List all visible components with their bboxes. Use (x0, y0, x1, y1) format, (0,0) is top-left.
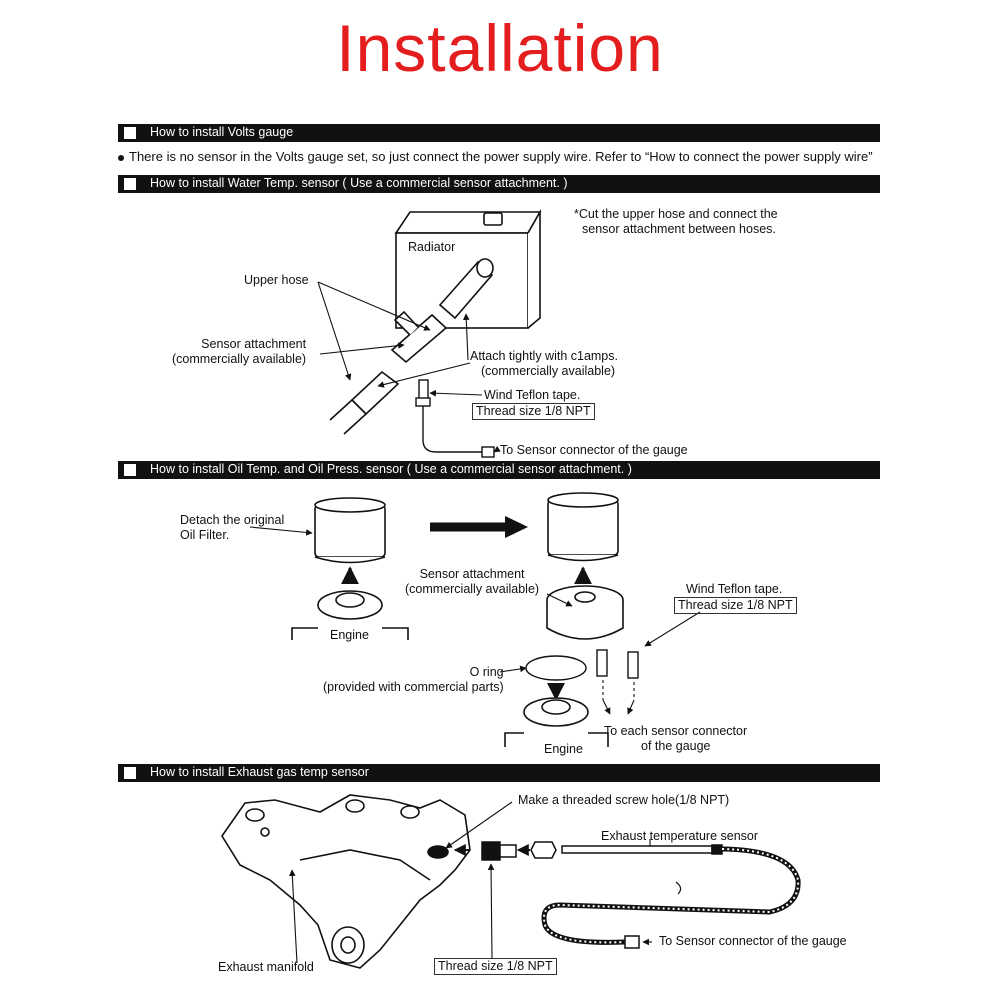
exhaust-temperature-sensor (544, 845, 798, 948)
oil-connector-line2: of the gauge (641, 739, 711, 753)
oil-filter-left (315, 498, 385, 563)
water-note-line2: sensor attachment between hoses. (582, 222, 776, 236)
oil-filter-right (548, 493, 618, 561)
section-heading: How to install Exhaust gas temp sensor (150, 765, 369, 779)
clamps-line2: (commercially available) (481, 364, 616, 378)
thread-size-oil: Thread size 1/8 NPT (674, 597, 797, 614)
detach-line1: Detach the original (180, 513, 285, 527)
upper-hose-label: Upper hose (244, 273, 309, 287)
section-heading: How to install Oil Temp. and Oil Press. sensor ( Use a commercial sensor attachment. ) (150, 462, 632, 476)
section-heading: How to install Water Temp. sensor ( Use a commercial sensor attachment. ) (150, 176, 568, 190)
oil-connector-label (604, 724, 747, 754)
radiator-illustration (396, 212, 540, 328)
o-ring (526, 656, 586, 680)
thread-size-exhaust: Thread size 1/8 NPT (434, 958, 557, 975)
engine-label-right: Engine (544, 742, 583, 756)
water-note-line1: *Cut the upper hose and connect the (574, 207, 778, 221)
clamps-line1: Attach tightly with c1amps. (470, 349, 618, 363)
oring-label (323, 665, 504, 695)
radiator-label: Radiator (408, 240, 456, 254)
sensor-fittings (597, 650, 638, 678)
section-heading: How to install Volts gauge (150, 125, 294, 139)
sensor-attachment-line1: Sensor attachment (201, 337, 307, 351)
thread-size-water: Thread size 1/8 NPT (472, 403, 595, 420)
water-note (574, 207, 778, 237)
exhaust-connector-label: To Sensor connector of the gauge (659, 934, 847, 948)
sensor-attachment-block (547, 586, 623, 639)
oil-connector-line1: To each sensor connector (604, 724, 748, 738)
sensor-attachment-label (172, 337, 306, 367)
exhaust-sensor-label: Exhaust temperature sensor (601, 829, 759, 843)
clamps-label (470, 349, 618, 379)
page-title: Installation (336, 11, 664, 85)
oil-sensor-attachment-line2: (commercially available) (405, 582, 540, 596)
exhaust-manifold (222, 795, 470, 968)
oil-sensor-attachment-label (405, 567, 539, 597)
detach-line2: Oil Filter. (180, 528, 230, 542)
engine-mount-right (505, 698, 608, 747)
detach-label (180, 513, 284, 543)
oil-sensor-attachment-line1: Sensor attachment (419, 567, 525, 581)
sensor-nut (531, 842, 556, 858)
teflon-label-water: Wind Teflon tape. (484, 388, 581, 402)
connector-label-water: To Sensor connector of the gauge (500, 443, 688, 457)
engine-label-left: Engine (330, 628, 369, 642)
oring-line2: (provided with commercial parts) (323, 680, 504, 694)
teflon-label-oil: Wind Teflon tape. (686, 582, 783, 596)
volts-note-text: There is no sensor in the Volts gauge set, so just connect the power supply wire. Refer to “How to connect the power supply wire” (129, 149, 873, 164)
screw-hole-label: Make a threaded screw hole(1/8 NPT) (518, 793, 730, 807)
screw-fitting (482, 842, 516, 860)
sensor-attachment-line2: (commercially available) (172, 352, 307, 366)
oring-line1: O ring (469, 665, 504, 679)
exhaust-manifold-label: Exhaust manifold (218, 960, 314, 974)
